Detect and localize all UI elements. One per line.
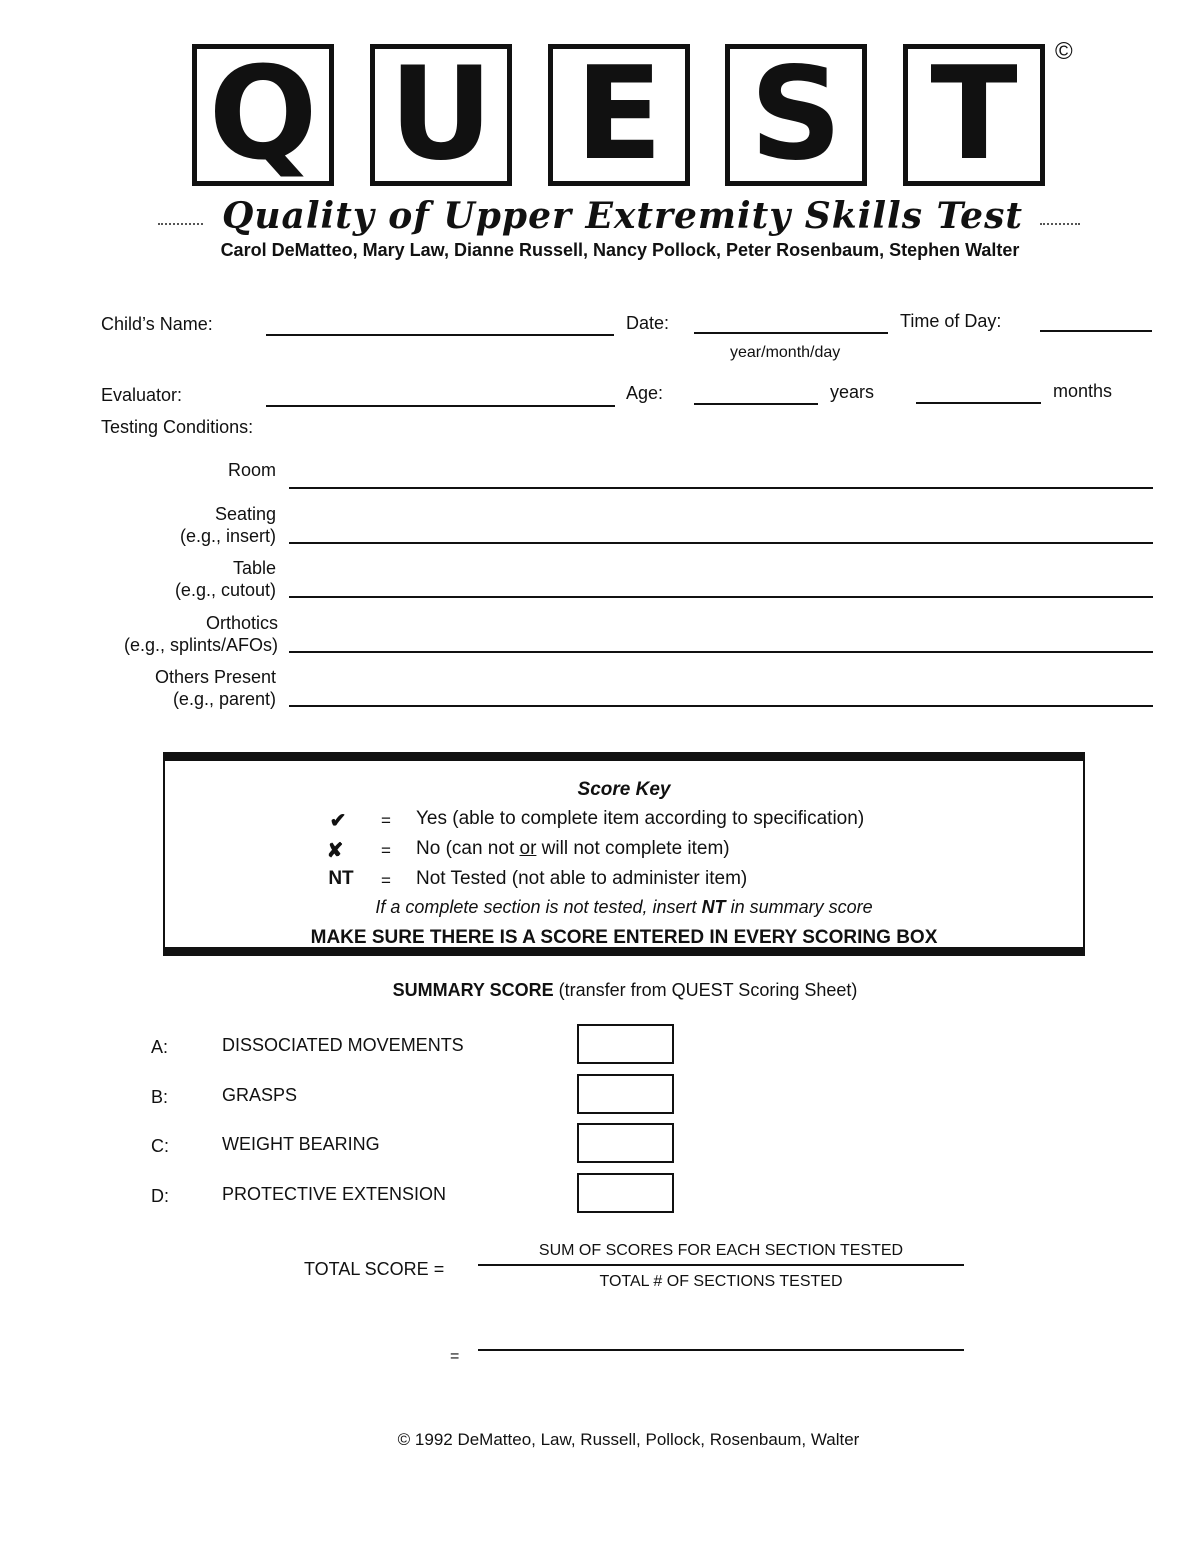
check-icon: ✔ (329, 810, 347, 832)
nt-symbol: NT (328, 868, 354, 889)
section-c-letter: C: (151, 1136, 169, 1156)
score-key-note (165, 897, 1083, 918)
date-field[interactable] (694, 332, 888, 334)
time-of-day-label: Time of Day: (900, 311, 1002, 331)
score-key-equals: = (381, 841, 391, 860)
summary-title (0, 980, 1200, 1001)
logo-letter-e: E (548, 44, 690, 186)
section-c-name: WEIGHT BEARING (222, 1134, 380, 1154)
evaluator-label: Evaluator: (101, 385, 183, 405)
total-score-denominator: TOTAL # OF SECTIONS TESTED (599, 1273, 843, 1290)
testing-conditions-label: Testing Conditions: (101, 417, 254, 437)
logo-subtitle: Quality of Upper Extremity Skills Test (222, 195, 1023, 237)
condition-others-present-field[interactable] (289, 705, 1153, 707)
section-a-name: DISSOCIATED MOVEMENTS (222, 1035, 464, 1055)
condition-others-present (155, 666, 276, 710)
logo-letter-t: T (903, 44, 1045, 186)
condition-seating-hint: (e.g., insert) (179, 526, 276, 546)
section-b-score-box[interactable] (577, 1074, 674, 1114)
section-c-score-box[interactable] (577, 1123, 674, 1163)
score-key-note-nt: NT (701, 897, 726, 917)
total-score-result-field[interactable] (478, 1349, 964, 1351)
score-key-warning: MAKE SURE THERE IS A SCORE ENTERED IN EVERY SCORING BOX (310, 927, 938, 948)
score-key-nt-text: Not Tested (not able to administer item) (416, 868, 748, 889)
logo-letter-u: U (370, 44, 512, 186)
subtitle-dots-left (158, 223, 203, 225)
cross-icon: ✘ (326, 840, 344, 862)
total-equals: = (450, 1348, 460, 1365)
condition-seating (180, 503, 276, 547)
score-key-no-text-b: will not complete item) (536, 838, 730, 859)
section-d-score-box[interactable] (577, 1173, 674, 1213)
condition-orthotics-field[interactable] (289, 651, 1153, 653)
section-a-score-box[interactable] (577, 1024, 674, 1064)
total-score-numerator: SUM OF SCORES FOR EACH SECTION TESTED (538, 1242, 904, 1259)
score-key-no-text-a: No (can not (416, 838, 520, 859)
age-months-field[interactable] (916, 402, 1041, 404)
logo-letter-q: Q (192, 44, 334, 186)
childs-name-field[interactable] (266, 334, 614, 336)
condition-seating-label: Seating (214, 504, 276, 524)
copyright-mark: © (1055, 38, 1073, 65)
condition-table-hint: (e.g., cutout) (174, 580, 276, 600)
score-key-no-text (416, 838, 730, 860)
section-b-name: GRASPS (222, 1085, 298, 1105)
condition-room-field[interactable] (289, 487, 1153, 489)
score-key-no-text-or: or (519, 838, 537, 859)
condition-table (175, 557, 276, 601)
summary-title-rest: (transfer from QUEST Scoring Sheet) (553, 980, 858, 1000)
age-label: Age: (626, 383, 664, 403)
authors: Carol DeMatteo, Mary Law, Dianne Russell, Nancy Pollock, Peter Rosenbaum, Stephen Walter (220, 240, 1020, 260)
condition-room (228, 459, 276, 481)
age-years-field[interactable] (694, 403, 818, 405)
footer-copyright: © 1992 DeMatteo, Law, Russell, Pollock, Rosenbaum, Walter (397, 1430, 860, 1449)
condition-table-field[interactable] (289, 596, 1153, 598)
score-key-box (163, 752, 1085, 956)
condition-seating-field[interactable] (289, 542, 1153, 544)
condition-orthotics (124, 612, 278, 656)
time-of-day-field[interactable] (1040, 330, 1152, 332)
score-key-yes-text: Yes (able to complete item according to specification) (416, 808, 865, 829)
condition-table-label: Table (232, 558, 276, 578)
section-d-name: PROTECTIVE EXTENSION (222, 1184, 447, 1204)
condition-orthotics-hint: (e.g., splints/AFOs) (123, 635, 278, 655)
score-key-title: Score Key (577, 779, 671, 800)
score-key-equals: = (381, 871, 391, 890)
condition-orthotics-label: Orthotics (205, 613, 278, 633)
summary-title-bold: SUMMARY SCORE (392, 980, 554, 1000)
fraction-bar (478, 1264, 964, 1266)
date-label: Date: (626, 313, 670, 333)
score-key-note-a: If a complete section is not tested, insert (375, 897, 702, 917)
total-score-label: TOTAL SCORE = (304, 1259, 445, 1279)
months-label: months (1053, 381, 1113, 401)
subtitle-dots-right (1040, 223, 1080, 225)
section-b-letter: B: (151, 1087, 169, 1107)
logo-letter-s: S (725, 44, 867, 186)
date-hint: year/month/day (730, 344, 841, 361)
condition-others-present-hint: (e.g., parent) (172, 689, 276, 709)
section-d-letter: D: (151, 1186, 169, 1206)
condition-others-present-label: Others Present (154, 667, 276, 687)
score-key-note-b: in summary score (725, 897, 873, 917)
condition-room-label: Room (227, 460, 276, 480)
evaluator-field[interactable] (266, 405, 615, 407)
childs-name-label: Child’s Name: (101, 314, 213, 334)
years-label: years (830, 382, 875, 402)
score-key-equals: = (381, 811, 391, 830)
section-a-letter: A: (151, 1037, 169, 1057)
